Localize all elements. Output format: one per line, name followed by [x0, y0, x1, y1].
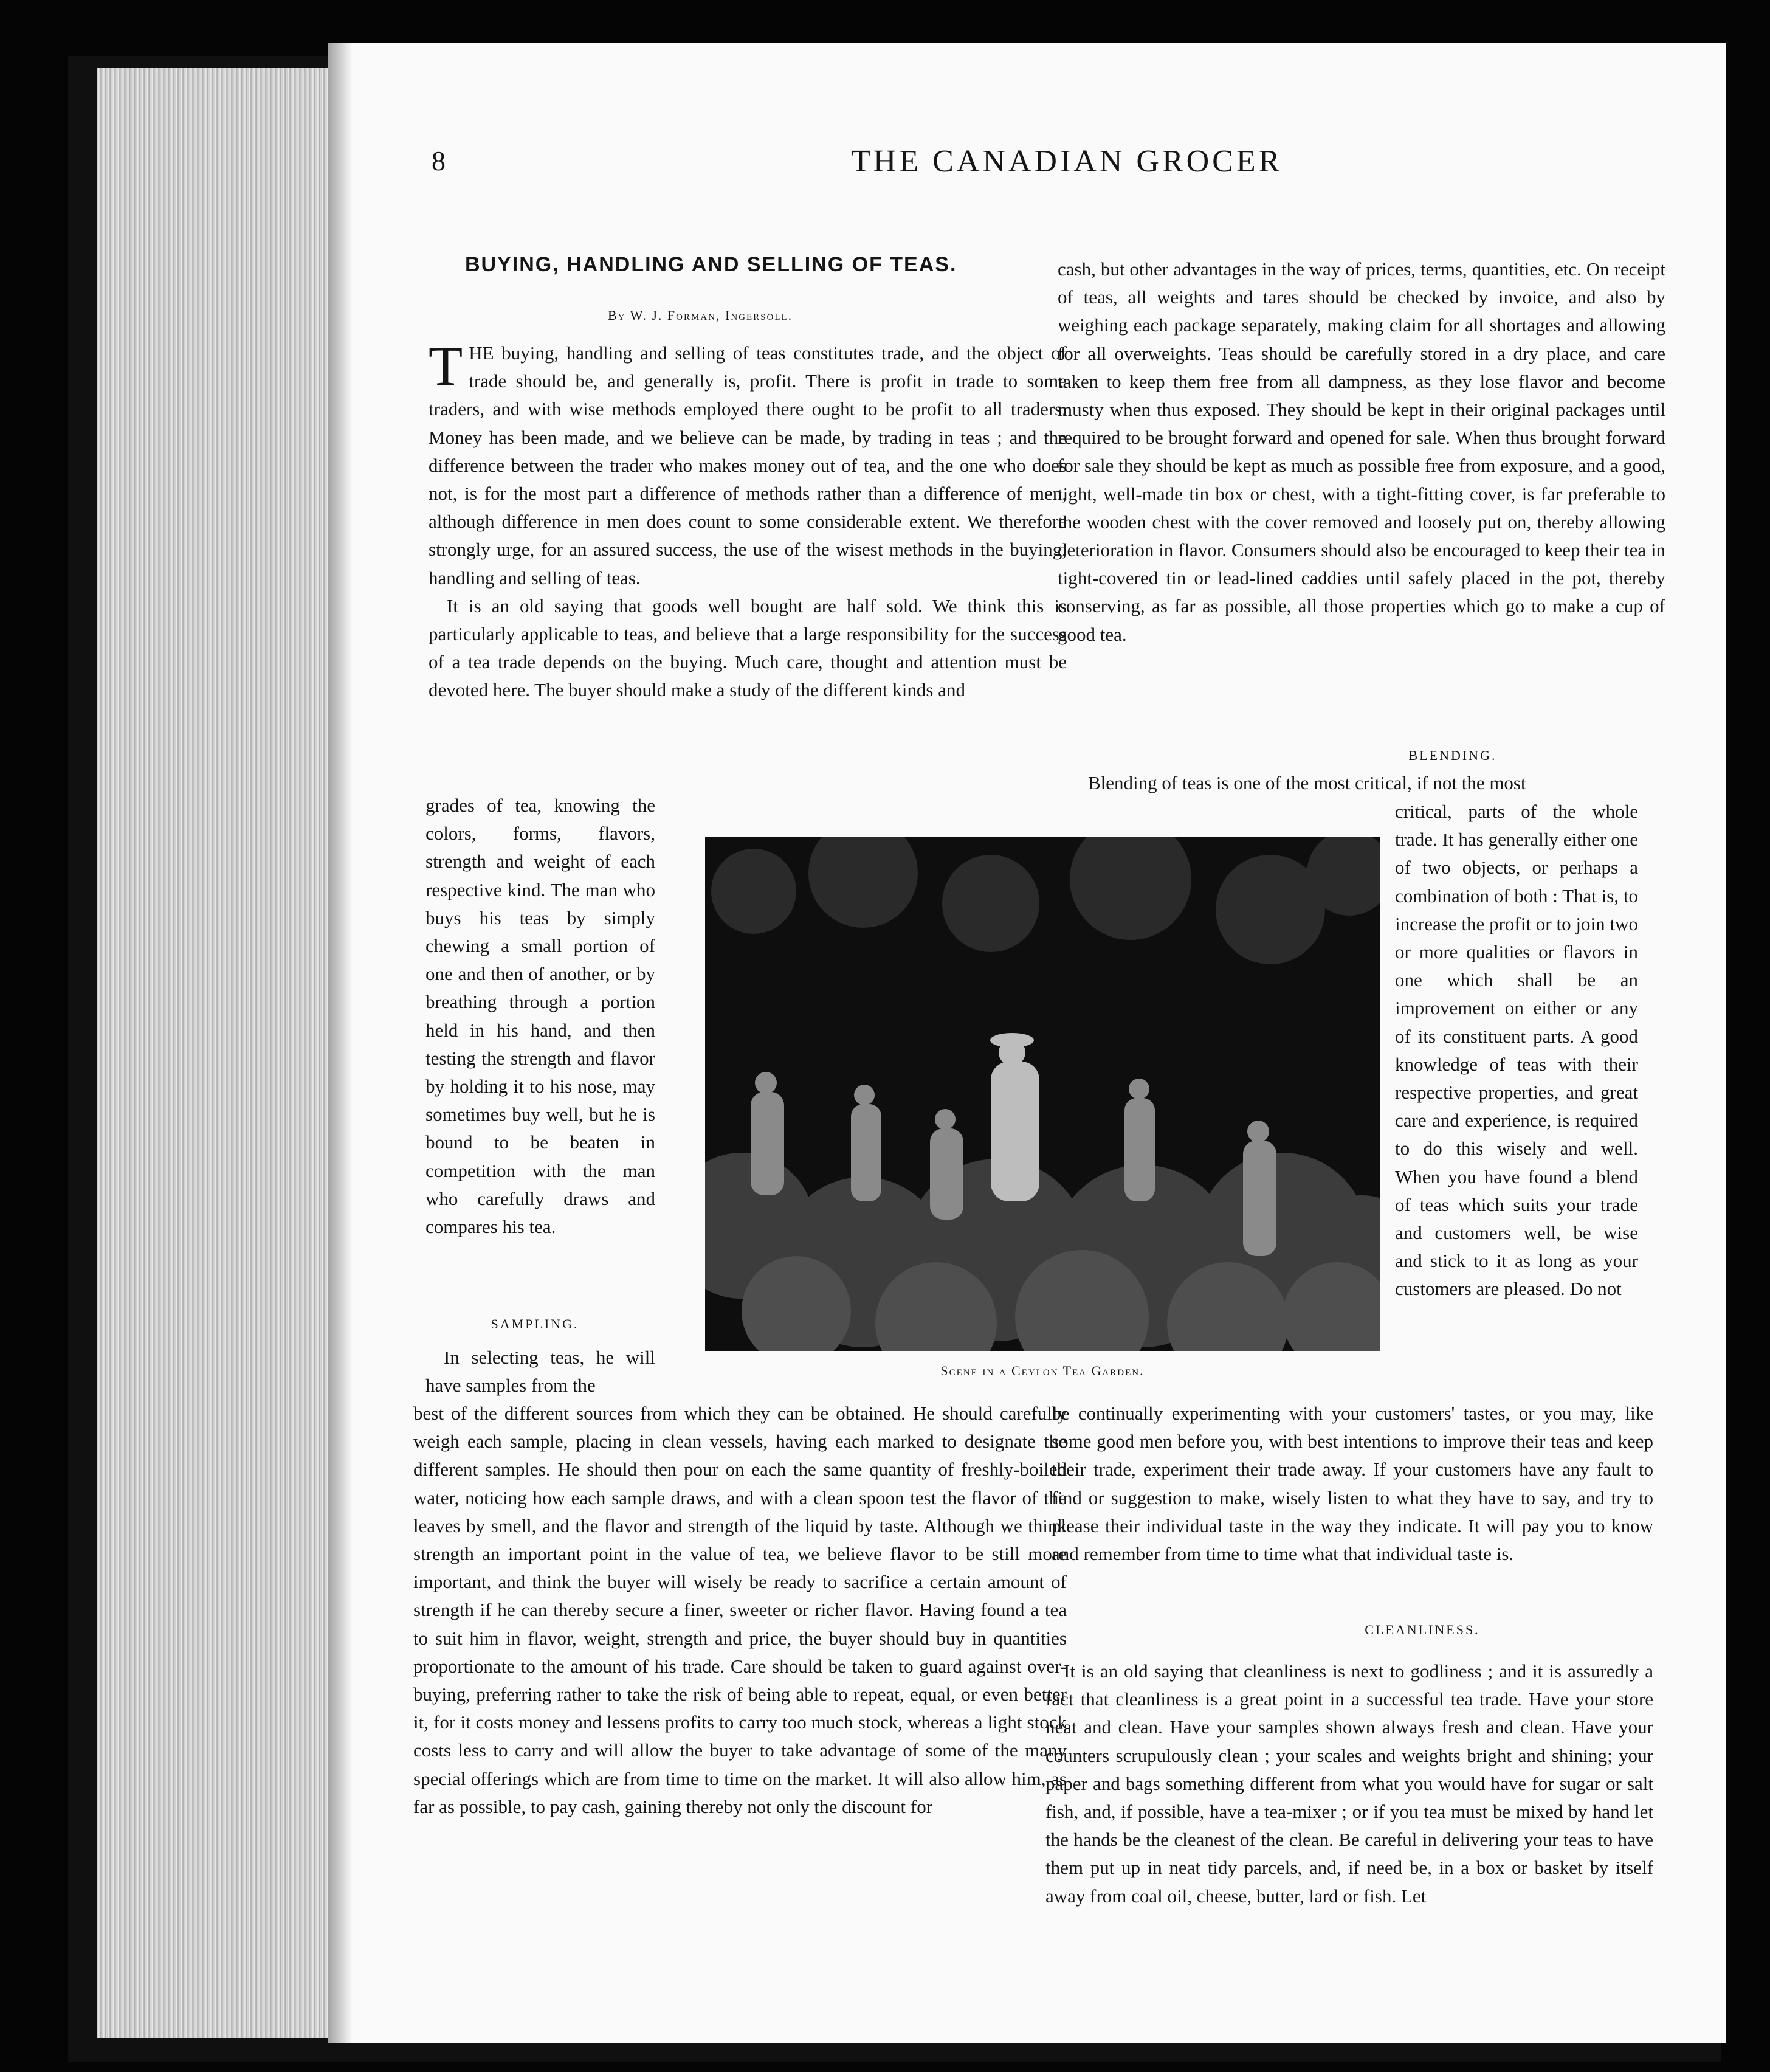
blending-first-line	[1070, 769, 1647, 797]
right-column-top	[1058, 255, 1665, 649]
blending-paragraph: critical, parts of the whole trade. It has generally either one of two objects, or perhaps a combination of both : That is, to increase the profit or to join two or more qualities or flavors in one which shall be an improvement on either or any of its constituent parts. A good knowledge of teas with their respective properties, and great care and experience, is required to do this wisely and well. When you have found a blend of teas which suits your trade and customers well, be wise and stick to it as long as your customers are pleased. Do not	[1395, 801, 1638, 1300]
left-column-wrap	[425, 792, 655, 1241]
article-title: BUYING, HANDLING AND SELLING OF TEAS.	[465, 253, 957, 276]
left-column-top	[429, 335, 1067, 705]
cleanliness-paragraph: It is an old saying that cleanliness is next to godliness ; and it is assuredly a fact that cleanliness is a great point in a successful tea trade. Have your store neat and clean. Have your samples shown always fresh and clean. Have your counters scrupulously clean ; your scales and weights bright and shining; your paper and bags something different from what you would have for sugar or salt fish, and, if possible, have a tea-mixer ; or if you tea must be mixed by hand let the hands be the cleanest of the clean. Be careful in delivering your teas to have them put up in neat tidy parcels, and, if need be, in a box or basket by itself away from coal oil, cheese, butter, lard or fish. Let	[1045, 1660, 1653, 1907]
drop-cap: T	[429, 335, 463, 397]
heading-cleanliness: CLEANLINESS.	[1365, 1622, 1480, 1637]
tea-garden-illustration	[705, 837, 1380, 1351]
intro-text: HE buying, handling and selling of teas constitutes trade, and the object of trade should be, and generally is, profit. There is profit in trade to some traders, and with wise methods employed there ought to be profit to all traders. Money has been made, and we believe can be made, by trading in teas ; and the difference between the trader who makes money out of tea, and the one who does not, is for the most part a difference of methods rather than a difference of men, although difference in men does count to some considerable extent. We therefore strongly urge, for an assured success, the use of the wisest methods in the buying, handling and selling of teas.	[429, 342, 1067, 589]
page-number: 8	[432, 145, 446, 176]
blending-paragraph-continued: be continually experimenting with your customers' tastes, or you may, like some good men before you, with best intentions to improve their teas and keep their trade, experiment their trade away. If your customers have any fault to find or suggestion to make, wisely listen to what they have to say, and try to please their individual taste in the way they indicate. It will pay you to know and remember from time to time what that individual taste is.	[1052, 1403, 1653, 1565]
sampling-paragraph: best of the different sources from which they can be obtained. He should carefully weigh each sample, placing in clean vessels, having each marked to designate the different samples. He should then pour on each the same quantity of freshly-boiled water, noticing how each sample draws, and with a clean spoon test the flavor of the leaves by smell, and the flavor and strength of the liquid by taste. Although we think strength an important point in the value of tea, we believe flavor to be still more important, and think the buyer will wisely be ready to sacrifice a certain amount of strength if he can thereby secure a finer, sweeter or richer flavor. Having found a tea to suit him in flavor, weight, strength and price, the buyer should buy in quantities proportionate to the amount of his trade. Care should be taken to guard against over-buying, preferring rather to take the risk of being able to repeat, equal, or even better it, for it costs money and lessens profits to carry too much stock, whereas a light stock costs less to carry and will allow the buyer to take advantage of some of the many special offerings which are from time to time on the market. It will also allow him, as far as possible, to pay cash, gaining thereby not only the discount for	[413, 1403, 1067, 1817]
right-column-bottom	[1052, 1400, 1653, 1568]
intro-paragraph	[429, 335, 1067, 592]
photo-caption: Scene in a Ceylon Tea Garden.	[940, 1363, 1145, 1378]
heading-sampling: SAMPLING.	[491, 1316, 579, 1331]
tea-garden-photo	[705, 837, 1380, 1351]
magazine-page	[328, 43, 1726, 2043]
buying-paragraph: It is an old saying that goods well bought are half sold. We think this is particularly applicable to teas, and believe that a large responsibility for the success of a tea trade depends on the buying. Much care, thought and attention must be devoted here. The buyer should make a study of the different kinds and	[429, 595, 1067, 701]
right-column-wrap	[1395, 798, 1638, 1304]
left-column-bottom	[413, 1400, 1067, 1821]
gutter-shadow	[328, 43, 353, 2043]
handling-paragraph: cash, but other advantages in the way of prices, terms, quantities, etc. On receipt of teas, all weights and tares should be checked by invoice, and also by weighing each package separately, making claim for all shortages and allowing for all overweights. Teas should be carefully stored in a dry place, and care taken to keep them free from all dampness, as they lose flavor and become musty when thus exposed. They should be kept in their original packages until required to be brought forward and opened for sale. When thus brought forward for sale they should be kept as much as possible free from exposure, and a good, tight, well-made tin box or chest, with a tight-fitting cover, is far preferable to the wooden chest with the cover removed and loosely put on, thereby allowing deterioration in flavor. Consumers should also be encouraged to keep their tea in tight-covered tin or lead-lined caddies until safely placed in the pot, thereby conserving, as far as possible, all those properties which go to make a cup of good tea.	[1058, 258, 1665, 645]
buying-paragraph-continued: grades of tea, knowing the colors, forms, flavors, strength and weight of each respective kind. The man who buys his teas by simply chewing a small portion of one and then of another, or by breathing through a portion held in his hand, and then testing the strength and flavor by holding it to his nose, may sometimes buy well, but he is bound to be beaten in competition with the man who carefully draws and compares his tea.	[425, 795, 655, 1238]
heading-blending: BLENDING.	[1408, 748, 1497, 763]
publication-masthead: THE CANADIAN GROCER	[851, 144, 1283, 179]
blending-first-text: Blending of teas is one of the most critical, if not the most	[1088, 772, 1526, 793]
article-byline: By W. J. Forman, Ingersoll.	[608, 308, 793, 323]
sampling-intro	[425, 1344, 655, 1400]
book-page-edges	[97, 68, 330, 2038]
right-column-cleanliness	[1045, 1657, 1653, 1910]
sampling-intro-text: In selecting teas, he will have samples from the	[425, 1347, 655, 1397]
